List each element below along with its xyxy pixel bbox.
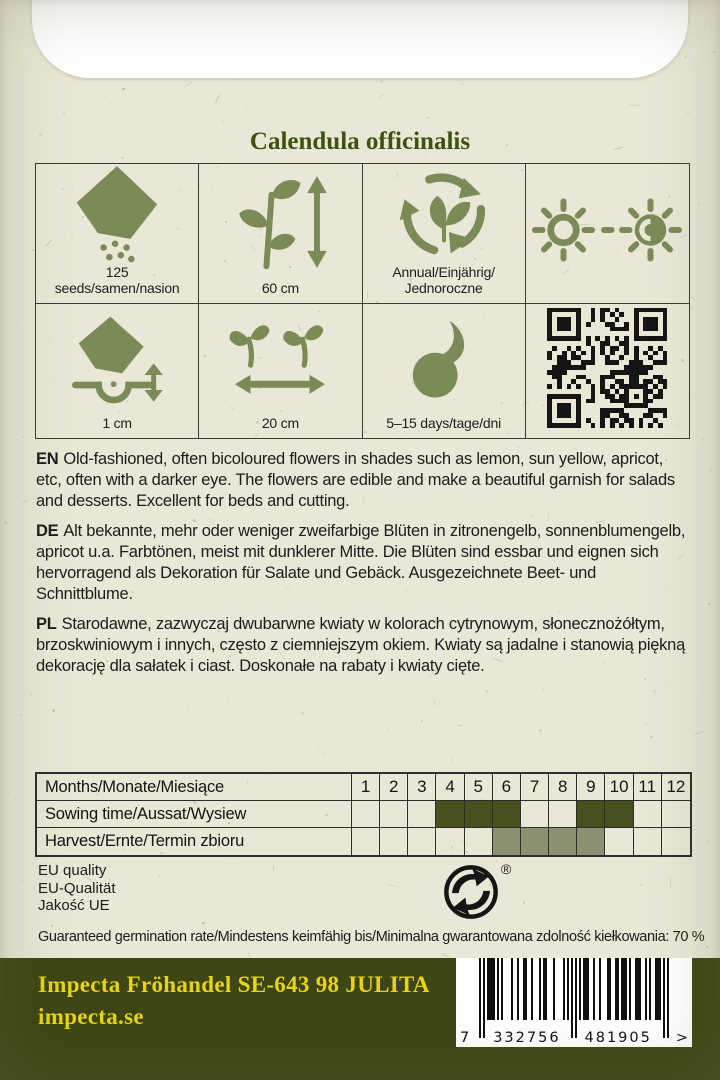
footer-bar bbox=[0, 958, 720, 1080]
calendar-cell-m8 bbox=[549, 801, 577, 828]
page-title: Calendula officinalis bbox=[249, 128, 471, 155]
cell-plant-spacing bbox=[199, 304, 362, 438]
calendar-cell-m7 bbox=[521, 828, 549, 855]
annual-cycle-icon bbox=[363, 164, 525, 264]
plant-height-value: 60 cm bbox=[261, 280, 299, 296]
cell-germination-time bbox=[363, 304, 526, 438]
cell-sowing-depth bbox=[36, 304, 199, 438]
eu-quality-line-2: EU-Qualität bbox=[38, 879, 116, 897]
calendar-month-7: 7 bbox=[521, 774, 549, 801]
calendar-month-11: 11 bbox=[634, 774, 662, 801]
calendar-month-8: 8 bbox=[549, 774, 577, 801]
calendar-cell-m4 bbox=[436, 828, 464, 855]
company-address: Impecta Fröhandel SE-643 98 JULITA bbox=[38, 972, 430, 997]
calendar-month-6: 6 bbox=[493, 774, 521, 801]
eu-quality-line-3: Jakość UE bbox=[38, 897, 110, 914]
barcode bbox=[456, 958, 692, 1047]
packet-top-cutout bbox=[32, 0, 688, 78]
calendar-cell-m1 bbox=[352, 801, 380, 828]
calendar-month-1: 1 bbox=[352, 774, 380, 801]
eu-quality-line-1: EU quality bbox=[38, 862, 107, 879]
plant-spacing-icon bbox=[199, 304, 361, 415]
barcode-digits: 7 332756 481905 > bbox=[460, 1030, 688, 1046]
cell-qr bbox=[526, 304, 689, 438]
calendar-cell-m5 bbox=[465, 828, 493, 855]
lang-tag-pl: PL bbox=[36, 615, 57, 633]
green-dot-logo bbox=[443, 861, 523, 926]
plant-height-icon bbox=[199, 164, 361, 280]
description-block bbox=[36, 449, 688, 686]
seed-quantity-value: 125 bbox=[105, 264, 129, 280]
calendar-cell-m12 bbox=[662, 801, 690, 828]
germination-time-value: 5–15 days/tage/dni bbox=[386, 415, 501, 431]
calendar-cell-m8 bbox=[549, 828, 577, 855]
calendar-month-4: 4 bbox=[436, 774, 464, 801]
calendar-month-2: 2 bbox=[380, 774, 408, 801]
plant-spacing-value: 20 cm bbox=[261, 415, 299, 431]
seed-quantity-icon bbox=[36, 164, 198, 264]
calendar-cell-m6 bbox=[493, 828, 521, 855]
sun-exposure-icon bbox=[526, 164, 689, 296]
calendar-cell-m2 bbox=[380, 801, 408, 828]
calendar-cell-m11 bbox=[634, 828, 662, 855]
calendar-cell-m11 bbox=[634, 801, 662, 828]
cell-plant-height bbox=[199, 164, 362, 304]
info-grid bbox=[35, 163, 690, 439]
description-pl: PL Starodawne, zazwyczaj dwubarwne kwiaty w kolorach cytrynowym, słonecznożółtym, brzoskwiniowym i innych, często z ciemniejszym okiem. Kwiaty są jadalne i stanowią piękną dekorację dla sałatek i ciast. Doskonałe na rabaty i kwiaty cięte. bbox=[36, 615, 686, 675]
calendar-row-label: Sowing time/Aussat/Wysiew bbox=[37, 801, 352, 828]
calendar-month-12: 12 bbox=[662, 774, 690, 801]
eu-quality-block bbox=[38, 862, 116, 915]
germination-time-icon bbox=[363, 304, 525, 415]
calendar-month-10: 10 bbox=[605, 774, 633, 801]
registered-mark: ® bbox=[501, 861, 512, 877]
germination-guarantee-note: Guaranteed germination rate/Mindestens keimfähig bis/Minimalna gwarantowana zdolność kiełkowania: 70 % bbox=[38, 929, 705, 945]
lang-tag-de: DE bbox=[36, 522, 59, 540]
calendar-row-label: Harvest/Ernte/Termin zbioru bbox=[37, 828, 352, 855]
cell-sun-exposure bbox=[526, 164, 689, 304]
calendar-month-5: 5 bbox=[465, 774, 493, 801]
calendar-header-label: Months/Monate/Miesiące bbox=[37, 774, 352, 801]
calendar-month-9: 9 bbox=[577, 774, 605, 801]
description-de: DE Alt bekannte, mehr oder weniger zweifarbige Blüten in zitronengelb, sonnenblumengelb, apricot u.a. Farbtönen, meist mit dunklerer Mitte. Die Blüten sind essbar und eignen sich hervorragend als Dekoration für Salate und Gebäck. Ausgezeichnete Beet- und Schnittblume. bbox=[36, 522, 686, 603]
calendar-cell-m10 bbox=[605, 801, 633, 828]
sowing-depth-value: 1 cm bbox=[102, 415, 132, 431]
calendar-cell-m9 bbox=[577, 828, 605, 855]
calendar-cell-m7 bbox=[521, 801, 549, 828]
calendar-cell-m2 bbox=[380, 828, 408, 855]
calendar-cell-m4 bbox=[436, 801, 464, 828]
company-website: impecta.se bbox=[38, 1004, 144, 1029]
cell-seed-quantity bbox=[36, 164, 199, 304]
lifecycle-label-2: Jednoroczne bbox=[404, 280, 483, 296]
calendar-cell-m5 bbox=[465, 801, 493, 828]
calendar-cell-m3 bbox=[408, 801, 436, 828]
calendar-cell-m3 bbox=[408, 828, 436, 855]
calendar-cell-m9 bbox=[577, 801, 605, 828]
calendar-cell-m10 bbox=[605, 828, 633, 855]
cell-lifecycle bbox=[363, 164, 526, 304]
calendar-cell-m12 bbox=[662, 828, 690, 855]
calendar-month-3: 3 bbox=[408, 774, 436, 801]
seed-quantity-unit: seeds/samen/nasion bbox=[54, 280, 180, 296]
sowing-depth-icon bbox=[36, 304, 198, 415]
qr-code bbox=[547, 308, 667, 428]
description-en: EN Old-fashioned, often bicoloured flowers in shades such as lemon, sun yellow, apricot, etc, often with a darker eye. The flowers are edible and make a beautiful garnish for salads and desserts. Excellent for beds and cutting. bbox=[36, 450, 675, 510]
barcode-bars bbox=[479, 958, 669, 1040]
lifecycle-label-1: Annual/Einjährig/ bbox=[392, 264, 495, 280]
sowing-calendar-table bbox=[35, 772, 692, 857]
calendar-cell-m6 bbox=[493, 801, 521, 828]
lang-tag-en: EN bbox=[36, 450, 59, 468]
calendar-cell-m1 bbox=[352, 828, 380, 855]
